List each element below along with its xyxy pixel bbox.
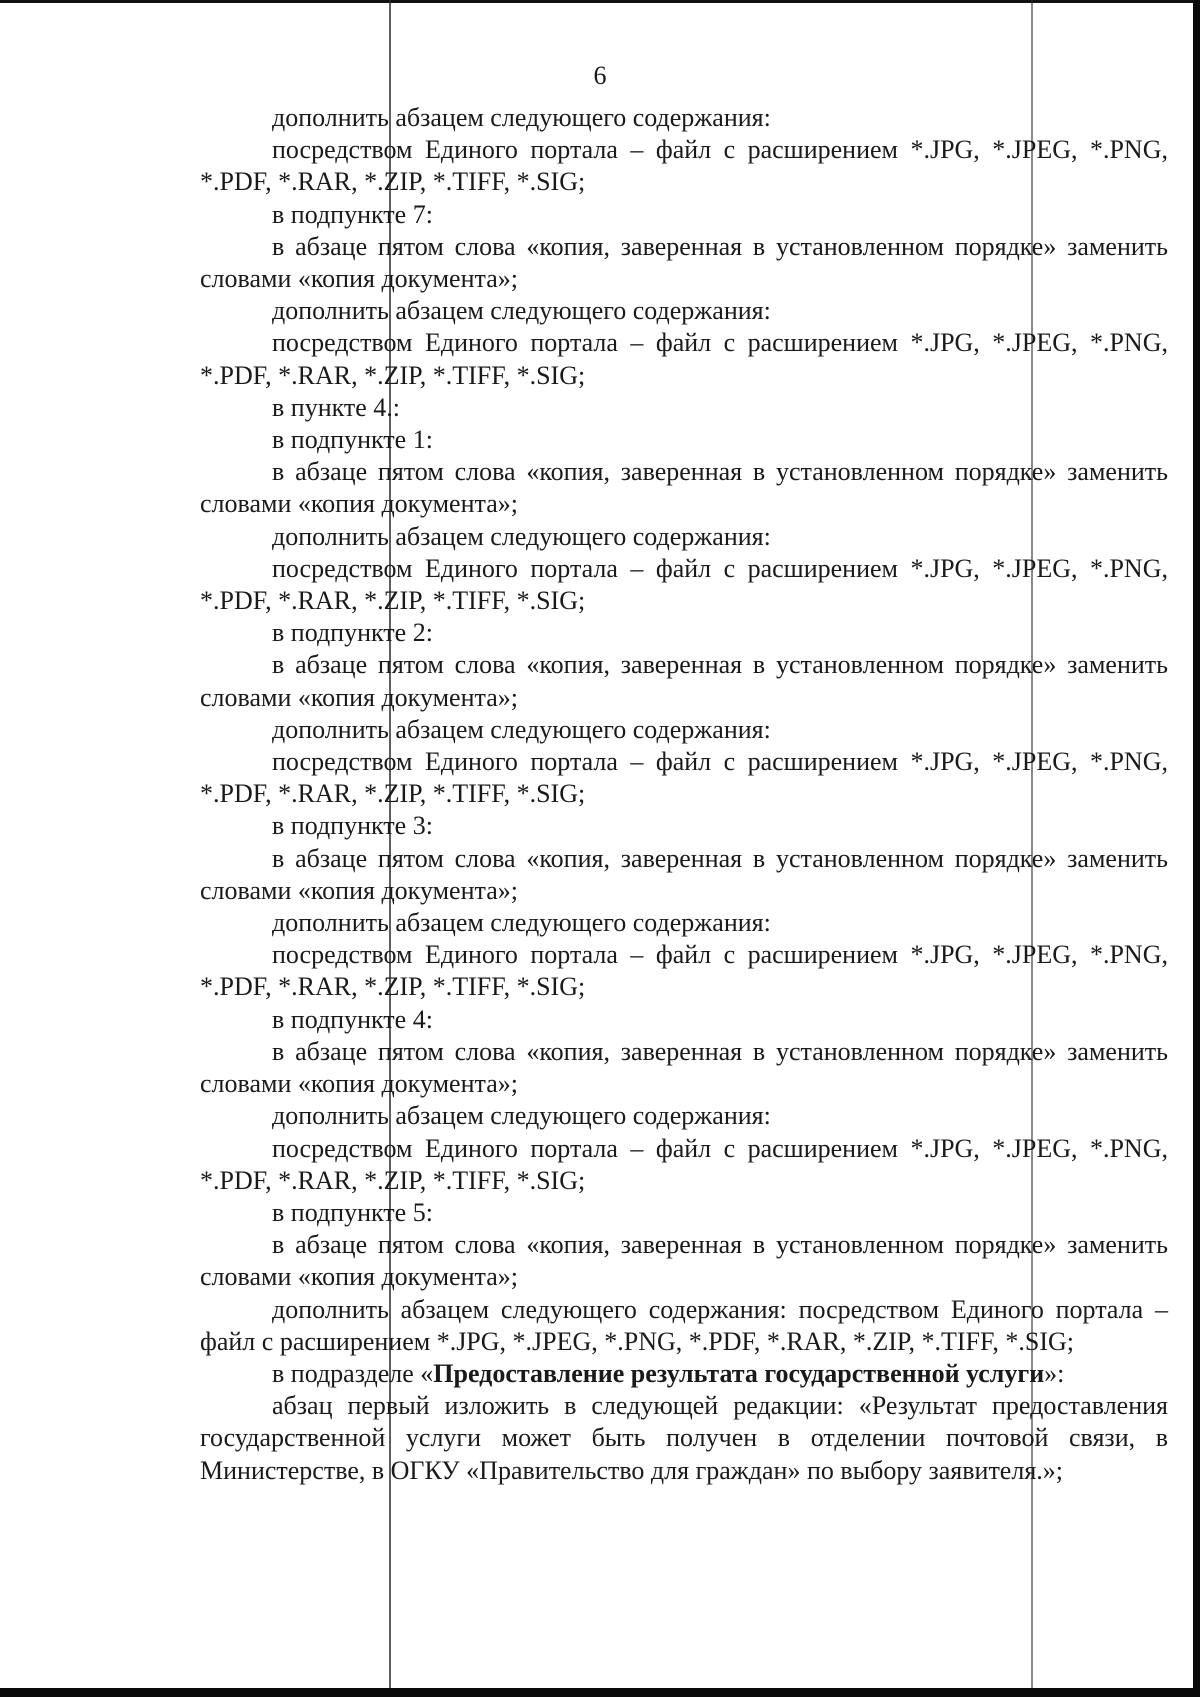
- paragraph: в пункте 4.:: [272, 392, 401, 422]
- document-body: [200, 102, 1168, 1487]
- paragraph: в абзаце пятом слова «копия, заверенная в установленном порядке» заменить словами «копия документа»;: [200, 1230, 1168, 1292]
- paragraph: посредством Единого портала – файл с расширением *.JPG, *.JPEG, *.PNG, *.PDF, *.RAR, *.ZIP, *.TIFF, *.SIG;: [200, 940, 1168, 1002]
- paragraph: дополнить абзацем следующего содержания:: [272, 714, 771, 744]
- paragraph: дополнить абзацем следующего содержания:: [272, 908, 771, 938]
- section-ref-prefix: в подразделе «: [272, 1358, 434, 1388]
- paragraph: в абзаце пятом слова «копия, заверенная в установленном порядке» заменить словами «копия документа»;: [200, 1036, 1168, 1099]
- paragraph: в абзаце пятом слова «копия, заверенная в установленном порядке» заменить словами «копия документа»;: [200, 650, 1168, 712]
- paragraph: в абзаце пятом слова «копия, заверенная в установленном порядке» заменить словами «копия документа»;: [200, 457, 1168, 519]
- page-number: 6: [593, 61, 607, 90]
- paragraph: посредством Единого портала – файл с расширением *.JPG, *.JPEG, *.PNG, *.PDF, *.RAR, *.ZIP, *.TIFF, *.SIG;: [200, 328, 1168, 390]
- section-reference: [200, 1358, 1168, 1390]
- final-paragraph: абзац первый изложить в следующей редакции: «Результат предоставления государственной услуги может быть получен в отделении почтовой связи, в Министерстве, в ОГКУ «Правительство для граждан» по выбору заявителя.»;: [200, 1391, 1168, 1485]
- scan-border-right: [1193, 0, 1200, 1697]
- paragraph: в подпункте 1:: [272, 425, 433, 455]
- paragraph: дополнить абзацем следующего содержания:: [272, 521, 771, 551]
- scan-border-top: [0, 0, 1200, 3]
- paragraph: в подпункте 3:: [272, 811, 433, 841]
- paragraph: посредством Единого портала – файл с расширением *.JPG, *.JPEG, *.PNG, *.PDF, *.RAR, *.ZIP, *.TIFF, *.SIG;: [200, 1133, 1168, 1195]
- section-title: Предоставление результата государственной услуги: [433, 1358, 1045, 1388]
- paragraph: посредством Единого портала – файл с расширением *.JPG, *.JPEG, *.PNG, *.PDF, *.RAR, *.ZIP, *.TIFF, *.SIG;: [200, 553, 1168, 616]
- section-ref-suffix: »:: [1044, 1358, 1065, 1388]
- scan-border-bottom: [0, 1688, 1200, 1697]
- paragraph: в подпункте 7:: [272, 199, 433, 229]
- paragraph: в подпункте 5:: [272, 1197, 433, 1227]
- paragraph: дополнить абзацем следующего содержания: посредством Единого портала – файл с расширением *.JPG, *.JPEG, *.PNG, *.PDF, *.RAR, *.ZIP, *.TIFF, *.SIG;: [200, 1294, 1168, 1356]
- paragraph: дополнить абзацем следующего содержания:: [272, 296, 771, 326]
- paragraph: дополнить абзацем следующего содержания:: [272, 103, 771, 132]
- paragraph: в абзаце пятом слова «копия, заверенная в установленном порядке» заменить словами «копия документа»;: [200, 843, 1168, 905]
- paragraph: посредством Единого портала – файл с расширением *.JPG, *.JPEG, *.PNG, *.PDF, *.RAR, *.ZIP, *.TIFF, *.SIG;: [200, 135, 1168, 197]
- paragraph: в абзаце пятом слова «копия, заверенная в установленном порядке» заменить словами «копия документа»;: [200, 231, 1168, 294]
- paragraph: дополнить абзацем следующего содержания:: [272, 1101, 771, 1131]
- paragraph: в подпункте 4:: [272, 1004, 433, 1034]
- paragraph: в подпункте 2:: [272, 618, 433, 648]
- paragraph: посредством Единого портала – файл с расширением *.JPG, *.JPEG, *.PNG, *.PDF, *.RAR, *.ZIP, *.TIFF, *.SIG;: [200, 747, 1168, 809]
